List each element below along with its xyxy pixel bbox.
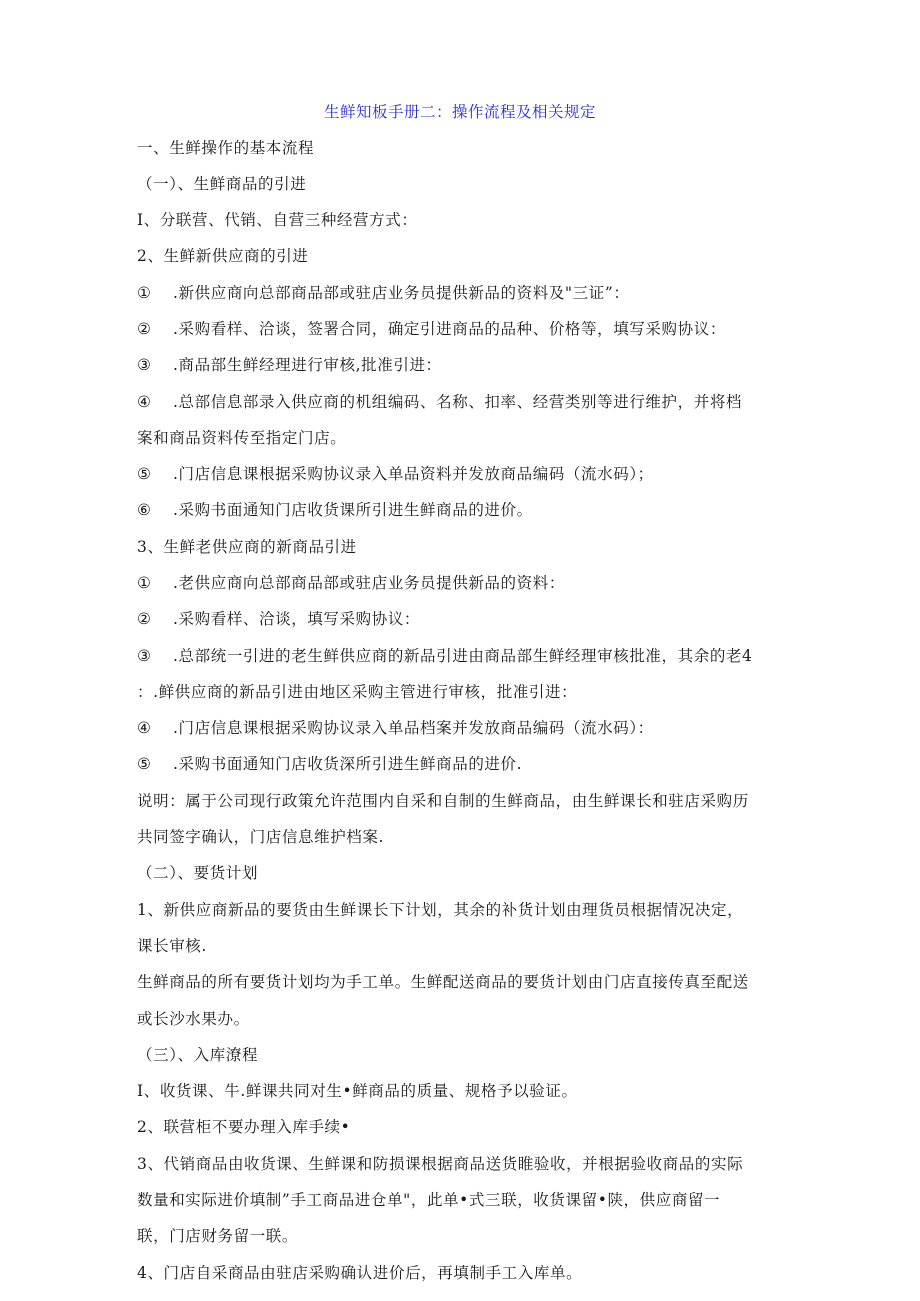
subsection-heading: （三）、入库潦程 — [137, 1046, 259, 1064]
section-heading: 一、生鲜操作的基本流程 — [137, 139, 315, 157]
paragraph-line: 1、新供应商新品的要货由生鲜课长下计划，其余的补货计划由理货员根据情况决定， — [137, 901, 744, 919]
list-item: ⑤ .门店信息课根据采购协议录入单品资料并发放商品编码（流水码）； — [137, 465, 654, 483]
paragraph-line: I、收货课、牛.鲜课共同对生•鲜商品的质量、规格予以验证。 — [137, 1082, 578, 1100]
list-item-number: ⑤ — [137, 755, 152, 773]
list-item-number: ⑥ — [137, 501, 152, 519]
list-item: ② .采购看样、洽谈，签署合同，确定引进商品的品种、价格等，填写采购协议： — [137, 320, 726, 338]
subsection-heading: （一）、生鲜商品的引进 — [137, 175, 307, 193]
paragraph-line: 或长沙水果办。 — [137, 1010, 250, 1028]
paragraph-line: ：.鲜供应商的新品引进由地区采购主管进行审核，批准引进： — [137, 683, 578, 701]
list-item: ④ .门店信息课根据采购协议录入单品档案并发放商品编码（流水码）： — [137, 719, 654, 737]
paragraph-line: 生鲜商品的所有要货计划均为手工单。生鲜配送商品的要货计划由门店直接传真至配送 — [137, 973, 749, 991]
note-line: 共同签字确认，门店信息维护档案. — [137, 828, 385, 846]
list-item-number: ⑤ — [137, 465, 152, 483]
list-item-number: ① — [137, 574, 152, 592]
note-line: 说明：属于公司现行政策允许范围内自采和自制的生鲜商品，由生鲜课长和驻店采购历 — [137, 792, 749, 810]
paragraph-line: 3、生鲜老供应商的新商品引进 — [137, 538, 357, 556]
list-item-number: ④ — [137, 393, 152, 411]
list-item-number: ③ — [137, 647, 152, 665]
list-item-number: ② — [137, 610, 152, 628]
list-item-number: ④ — [137, 719, 152, 737]
list-item-number: ② — [137, 320, 152, 338]
list-item-number: ③ — [137, 356, 152, 374]
list-item: ① .新供应商向总部商品部或驻店业务员提供新品的资料及"三证”： — [137, 284, 630, 302]
paragraph-line: 联，门店财务留一联。 — [137, 1227, 299, 1245]
paragraph-line: 数量和实际进价填制”手工商品进仓单"，此单•式三联，收货课留•陕，供应商留一 — [137, 1191, 721, 1209]
paragraph-line: 4、门店自采商品由驻店采购确认进价后，再填制手工入库单。 — [137, 1264, 583, 1282]
list-item: ③ .商品部生鲜经理进行审核,批准引进： — [137, 356, 442, 374]
list-item: ⑥ .采购书面通知门店收货课所引进生鲜商品的进价。 — [137, 501, 533, 519]
document-title: 生鲜知板手册二：操作流程及相关规定 — [323, 103, 596, 121]
list-item: ② .采购看样、洽谈，填写采购协议： — [137, 610, 421, 628]
subsection-heading: （二）、要货计划 — [137, 864, 259, 882]
list-item: ④ .总部信息部录入供应商的机组编码、名称、扣率、经营类别等进行维护，并将档 — [137, 393, 743, 411]
list-item: ③ .总部统一引进的老生鲜供应商的新品引进由商品部生鲜经理审核批准，其余的老4 — [137, 647, 753, 665]
list-item: ⑤ .采购书面通知门店收货深所引进生鲜商品的进价. — [137, 755, 523, 773]
list-item-number: ① — [137, 284, 152, 302]
paragraph-line: 3、代销商品由收货课、生鲜课和防损课根据商品送货睢验收，并根据验收商品的实际 — [137, 1155, 744, 1173]
paragraph-line: 2、生鲜新供应商的引进 — [137, 247, 309, 265]
paragraph-line: 案和商品资料传至指定门店。 — [137, 429, 347, 447]
list-item: ① .老供应商向总部商品部或驻店业务员提供新品的资料： — [137, 574, 565, 592]
paragraph-line: 课长审核. — [137, 937, 207, 955]
paragraph-line: 2、联营柜不要办理入库手续• — [137, 1118, 351, 1136]
paragraph-line: I、分联营、代销、自营三种经营方式： — [137, 211, 418, 229]
